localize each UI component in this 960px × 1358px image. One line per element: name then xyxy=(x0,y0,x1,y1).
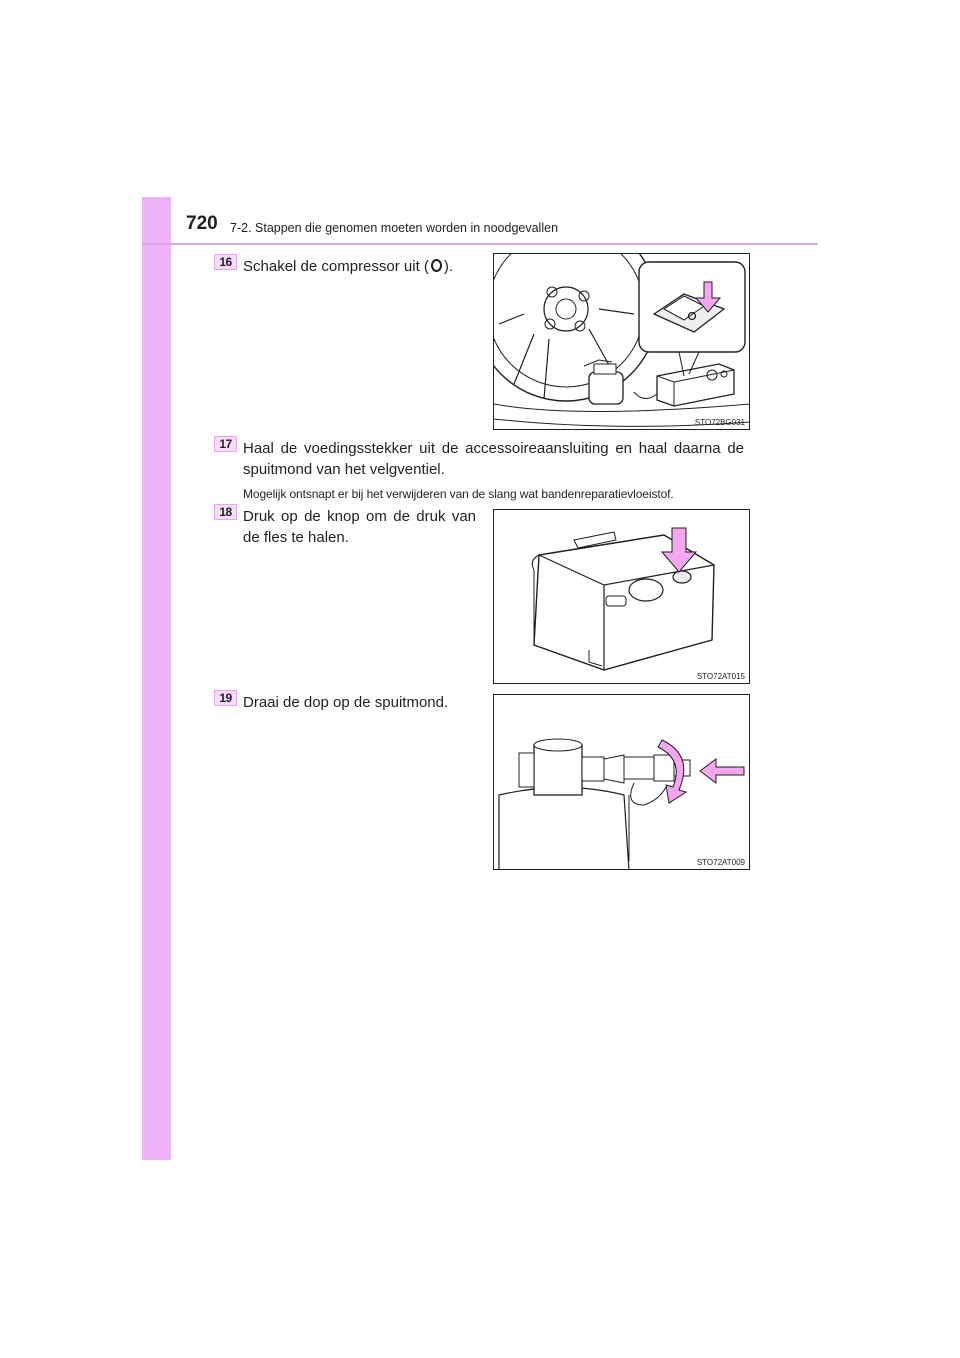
step-16-text-before: Schakel de compressor uit ( xyxy=(243,258,429,275)
step-17-text: Haal de voedingsstekker uit de accessoireaansluiting en haal daarna de spuitmond van het velgventiel. xyxy=(243,440,744,478)
figure-nozzle-cap xyxy=(493,694,750,870)
step-19-text: Draai de dop op de spuitmond. xyxy=(243,694,449,711)
running-head: 7-2. Stappen die genomen moeten worden in noodgevallen xyxy=(230,221,559,235)
header-rule xyxy=(142,243,818,245)
figure-code-19: STO72AT009 xyxy=(696,858,745,867)
nozzle-cap-illustration xyxy=(494,695,750,870)
step-badge-18: 18 xyxy=(214,504,237,520)
compressor-switch-illustration xyxy=(494,254,750,430)
side-tab-bar xyxy=(142,197,171,1160)
step-16-text xyxy=(243,256,483,277)
step-badge-17: 17 xyxy=(214,436,237,452)
page-number: 720 xyxy=(186,213,218,234)
figure-code-18: STO72AT015 xyxy=(696,672,745,681)
step-badge-19: 19 xyxy=(214,690,237,706)
off-switch-icon xyxy=(431,259,442,272)
step-16-text-after: ). xyxy=(443,258,454,275)
step-badge-16: 16 xyxy=(214,254,237,270)
figure-pressure-release-button xyxy=(493,509,750,684)
figure-compressor-switch xyxy=(493,253,750,430)
step-18-text: Druk op de knop om de druk van de fles te halen. xyxy=(243,508,476,546)
step-17-note: Mogelijk ontsnapt er bij het verwijderen van de slang wat bandenreparatievloeistof. xyxy=(243,487,674,501)
figure-code-16: STO72BG031 xyxy=(694,418,745,427)
compressor-button-illustration xyxy=(494,510,750,684)
